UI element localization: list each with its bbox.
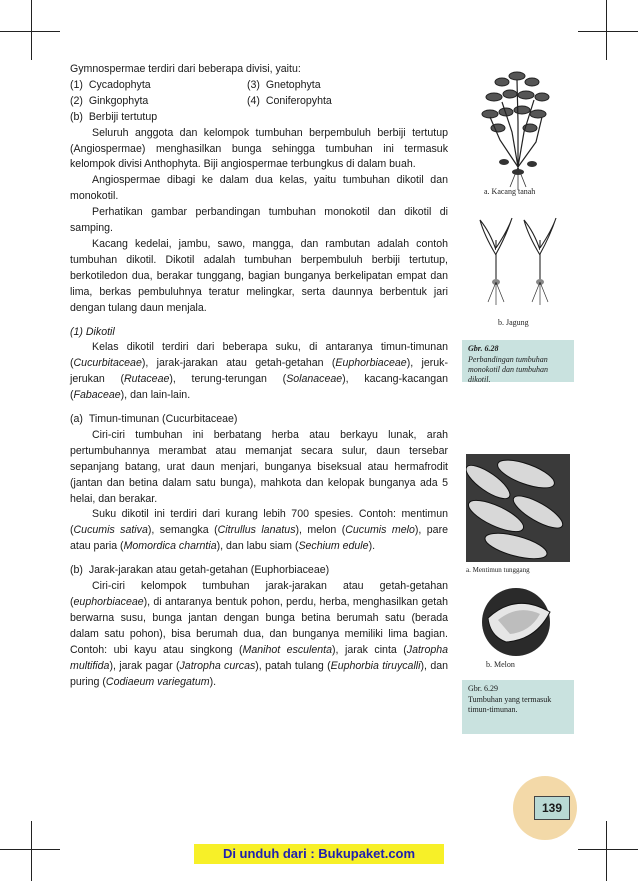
dikotil-definition-paragraph: Kacang kedelai, jambu, sawo, mangga, dan rambutan adalah contoh tumbuhan dikotil. Dikotil adalah tumbuhan berpembuluh berbiji tertutup, berkotiledon dua, berakar tunggang, bagian bunganya berkelipatan empat dan lima, berkas pembuluhnya teratur melingkar, serta daunnya berbentuk jari dengan tulang daun menjala. xyxy=(70,237,448,314)
corn-seedling-illustration xyxy=(462,210,574,310)
dikotil-families-paragraph: Kelas dikotil terdiri dari beberapa suku, di antaranya timun-timunan (Cucurbitaceae), jarak-jarakan atau getah-getahan (Euphorbiaceae), jeruk-jerukan (Rutaceae), terung-terungan (Solanaceae), kacang-kacangan (Fabaceae), dan lain-lain. xyxy=(70,341,448,402)
crop-mark xyxy=(578,849,638,850)
crop-mark xyxy=(31,0,32,60)
jarak-heading: (b) Jarak-jarakan atau getah-getahan (Euphorbiaceae) xyxy=(70,564,330,577)
figure-label-kacang-tanah: a. Kacang tanah xyxy=(484,187,536,196)
crop-mark xyxy=(0,31,60,32)
figure-label-mentimun: a. Mentimun tunggang xyxy=(466,566,530,574)
figure-6-29-image xyxy=(462,452,574,680)
page-number: 139 xyxy=(534,796,570,820)
dikotil-heading: (1) Dikotil xyxy=(70,325,115,338)
figure-reference-paragraph: Perhatikan gambar perbandingan tumbuhan monokotil dan dikotil di samping. xyxy=(70,206,448,235)
division-row xyxy=(70,94,448,110)
timun-examples-paragraph: Suku dikotil ini terdiri dari kurang lebih 700 spesies. Contoh: mentimun (Cucumis sativa), semangka (Citrullus lanatus), melon (Cucumis melo), pare atau paria (Momordica charntia), dan labu siam (Sechium edule). xyxy=(70,508,448,553)
figure-caption: Tumbuhan yang termasuk timun-timunan. xyxy=(468,695,552,714)
division-item: (4) Coniferopyhta xyxy=(247,94,332,107)
main-text-column xyxy=(70,62,448,690)
division-item: (1) Cycadophyta xyxy=(70,78,151,91)
figure-6-28-image xyxy=(462,62,574,340)
figure-6-28 xyxy=(462,62,574,382)
figure-6-29 xyxy=(462,452,574,734)
berbiji-tertutup-heading: (b) Berbiji tertutup xyxy=(70,110,158,123)
figure-number: Gbr. 6.29 xyxy=(468,684,498,693)
melon-photo xyxy=(466,582,570,662)
timun-heading: (a) Timun-timunan (Cucurbitaceae) xyxy=(70,413,238,426)
footer-banner: Di unduh dari : Bukupaket.com xyxy=(194,844,444,864)
figure-label-melon: b. Melon xyxy=(486,660,515,669)
peanut-plant-illustration xyxy=(462,62,574,192)
figure-caption: Perbandingan tumbuhan monokotil dan tumbuhan dikotil. xyxy=(468,355,548,384)
figure-label-jagung: b. Jagung xyxy=(498,318,529,327)
division-item: (2) Ginkgophyta xyxy=(70,94,149,107)
crop-mark xyxy=(606,0,607,60)
timun-characteristics-paragraph: Ciri-ciri tumbuhan ini berbatang herba atau berkayu lunak, arah pertumbuhannya merambat atau memanjat secara sulur, daun tersebar sepanjang batang, urat daun menjari, bunganya biseksual atau hermafrodit (jantan dan betina dalam satu bunga), mahkota dan kelopak bunganya ada 5 helai, dan berakar. xyxy=(70,428,448,505)
angiospermae-classes-paragraph: Angiospermae dibagi ke dalam dua kelas, yaitu tumbuhan dikotil dan monokotil. xyxy=(70,174,448,203)
figure-number: Gbr. 6.28 xyxy=(468,344,499,353)
crop-mark xyxy=(31,821,32,881)
gymnospermae-heading: Gymnospermae terdiri dari beberapa divisi, yaitu: xyxy=(70,63,301,75)
division-row xyxy=(70,78,448,94)
crop-mark xyxy=(606,821,607,881)
crop-mark xyxy=(578,31,638,32)
division-item: (3) Gnetophyta xyxy=(247,78,321,91)
crop-mark xyxy=(0,849,60,850)
cucumber-photo xyxy=(466,454,570,562)
jarak-paragraph: Ciri-ciri kelompok tumbuhan jarak-jarakan atau getah-getahan (euphorbiaceae), di antaranya bentuk pohon, perdu, herba, menghasilkan getah berwarna susu, bunga jantan dengan bunga betina berumah satu (berada dalam satu pohon), bisa berumah dua, dan bunganya memiliki lima bagian. Contoh: ubi kayu atau singkong (Manihot esculenta), jarak cinta (Jatropha multifida), jarak pagar (Jatropha curcas), patah tulang (Euphorbia tiruycalli), dan puring (Codiaeum variegatum). xyxy=(70,580,449,688)
angiospermae-paragraph: Seluruh anggota dan kelompok tumbuhan berpembuluh berbiji tertutup (Angiospermae) menghasilkan bunga sehingga tumbuhan ini termasuk kelompok divisi Anthophyta. Biji angiospermae terbungkus di dalam buah. xyxy=(70,126,448,171)
